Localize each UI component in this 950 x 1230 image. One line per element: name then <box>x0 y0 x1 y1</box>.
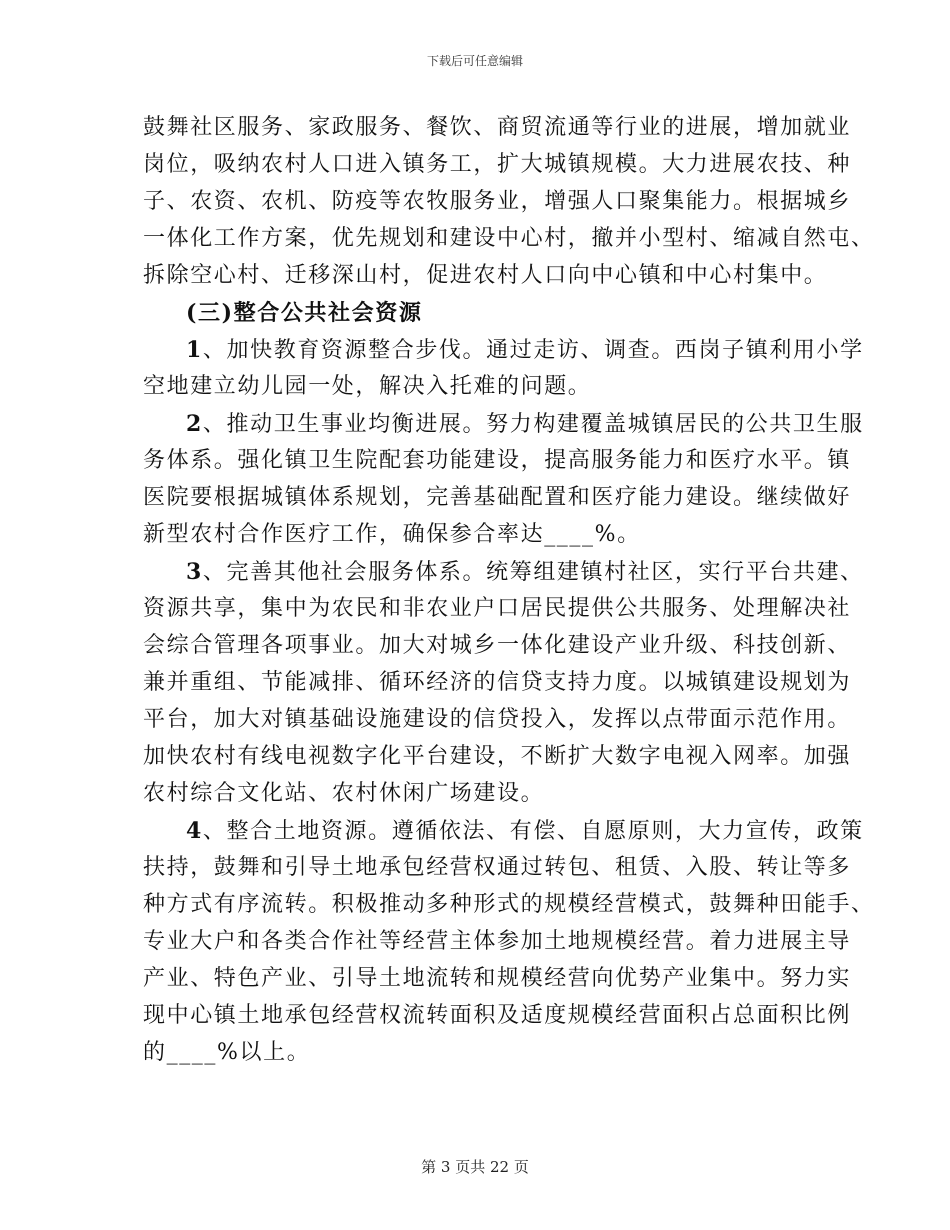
item-number: 4 <box>186 818 203 844</box>
body-line: 兼并重组、节能减排、循环经济的信贷支持力度。以城镇建设规划为 <box>143 670 852 695</box>
body-line: 岗位，吸纳农村人口进入镇务工，扩大城镇规模。大力进展农技、种 <box>143 152 852 177</box>
paragraph-first-line <box>186 335 864 366</box>
body-text: 、加快教育资源整合步伐。通过走访、调查。西岗子镇利用小学 <box>202 338 864 363</box>
body-line: 扶持，鼓舞和引导土地承包经营权通过转包、租赁、入股、转让等多 <box>143 855 852 880</box>
body-line: 空地建立幼儿园一处，解决入托难的问题。 <box>143 374 592 399</box>
body-line: 拆除空心村、迁移深山村，促进农村人口向中心镇和中心村集中。 <box>143 263 828 288</box>
page-header: 下载后可任意编辑 <box>426 54 523 68</box>
body-text: 、完善其他社会服务体系。统筹组建镇村社区，实行平台共建、 <box>202 560 864 585</box>
body-line: 产业、特色产业、引导土地流转和规模经营向优势产业集中。努力实 <box>143 966 852 991</box>
body-text: 、整合土地资源。遵循依法、有偿、自愿原则，大力宣传，政策 <box>202 819 864 844</box>
paragraph-first-line <box>186 409 864 440</box>
item-number: 2 <box>186 411 203 437</box>
body-line: 的____%以上。 <box>143 1040 311 1065</box>
body-line: 会综合管理各项事业。加大对城乡一体化建设产业升级、科技创新、 <box>143 633 852 658</box>
body-line: 加快农村有线电视数字化平台建设，不断扩大数字电视入网率。加强 <box>143 744 852 769</box>
item-number: 3 <box>186 559 203 585</box>
body-line: 务体系。强化镇卫生院配套功能建设，提高服务能力和医疗水平。镇 <box>143 448 852 473</box>
body-line: 平台，加大对镇基础设施建设的信贷投入，发挥以点带面示范作用。 <box>143 707 852 732</box>
page-footer: 第 3 页共 22 页 <box>421 1158 529 1176</box>
body-text: 、推动卫生事业均衡进展。努力构建覆盖城镇居民的公共卫生服 <box>202 412 864 437</box>
body-line: 子、农资、农机、防疫等农牧服务业，增强人口聚集能力。根据城乡 <box>143 189 852 214</box>
body-line: 现中心镇土地承包经营权流转面积及适度规模经营面积占总面积比例 <box>143 1003 852 1028</box>
body-line: 农村综合文化站、农村休闲广场建设。 <box>143 781 545 806</box>
paragraph-first-line <box>186 816 864 847</box>
item-number: 1 <box>186 337 203 363</box>
body-line: 种方式有序流转。积极推动多种形式的规模经营模式，鼓舞种田能手、 <box>143 892 875 917</box>
body-line: 一体化工作方案，优先规划和建设中心村，撤并小型村、缩减自然屯、 <box>143 226 875 251</box>
paragraph-first-line <box>186 557 864 588</box>
body-line: 鼓舞社区服务、家政服务、餐饮、商贸流通等行业的进展，增加就业 <box>143 115 852 140</box>
section-heading: (三)整合公共社会资源 <box>186 300 423 326</box>
body-line: 专业大户和各类合作社等经营主体参加土地规模经营。着力进展主导 <box>143 929 852 954</box>
body-line: 医院要根据城镇体系规划，完善基础配置和医疗能力建设。继续做好 <box>143 485 852 510</box>
body-line: 新型农村合作医疗工作，确保参合率达____%。 <box>143 522 641 547</box>
body-line: 资源共享，集中为农民和非农业户口居民提供公共服务、处理解决社 <box>143 596 852 621</box>
